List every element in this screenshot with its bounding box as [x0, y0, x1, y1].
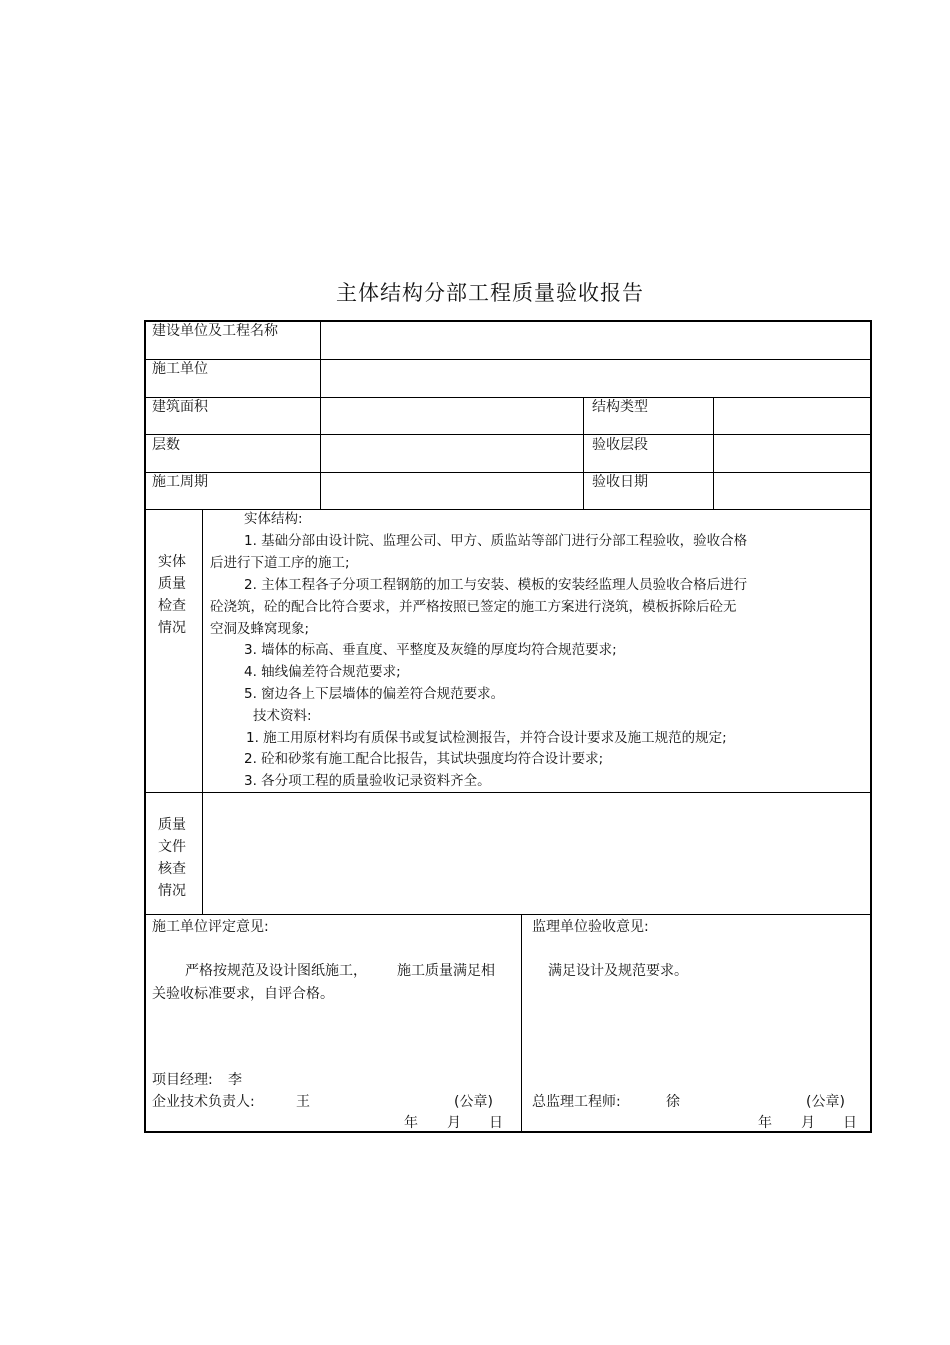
row-divider: [145, 914, 871, 915]
label-char: 情况: [158, 620, 186, 636]
row-divider: [145, 434, 871, 435]
supervisor-date-month: 月: [801, 1115, 815, 1131]
content-line: 2. 主体工程各子分项工程钢筋的加工与安装、模板的安装经监理人员验收合格后进行: [244, 577, 748, 593]
row-divider: [145, 792, 871, 793]
label-char: 实体: [158, 554, 186, 570]
physical-check-label: [150, 551, 194, 639]
project-manager-name: 李: [228, 1072, 242, 1088]
column-divider: [583, 397, 584, 509]
label-char: 情况: [158, 883, 186, 899]
report-table: [144, 320, 872, 1133]
area-label: 建筑面积: [152, 399, 208, 415]
tech-lead-label: 企业技术负责人:: [152, 1094, 255, 1110]
supervisor-seal: (公章): [806, 1094, 845, 1110]
column-divider: [713, 397, 714, 509]
content-line: 后进行下道工序的施工;: [210, 555, 350, 571]
column-divider: [320, 321, 321, 509]
label-char: 质量: [158, 576, 186, 592]
document-check-label: [150, 814, 194, 902]
content-line: 3. 墙体的标高、垂直度、平整度及灰缝的厚度均符合规范要求;: [244, 642, 617, 658]
row-divider: [145, 397, 871, 398]
row-divider: [145, 472, 871, 473]
supervisor-opinion-text: 满足设计及规范要求。: [548, 963, 688, 979]
column-divider: [202, 509, 203, 914]
project-manager-label: 项目经理:: [152, 1072, 213, 1088]
period-label: 施工周期: [152, 474, 208, 490]
contractor-seal: (公章): [454, 1094, 493, 1110]
contractor-date-year: 年: [404, 1115, 418, 1131]
chief-supervisor-label: 总监理工程师:: [532, 1094, 621, 1110]
acceptance-floor-label: 验收层段: [592, 437, 648, 453]
label-char: 文件: [158, 839, 186, 855]
contractor-opinion-text: 关验收标准要求，自评合格。: [152, 986, 334, 1002]
page-title: 主体结构分部工程质量验收报告: [336, 281, 644, 305]
content-line: 实体结构:: [244, 511, 303, 527]
row-divider: [145, 359, 871, 360]
contractor-opinion-text: 严格按规范及设计图纸施工，: [185, 963, 367, 979]
content-line: 2. 砼和砂浆有施工配合比报告，其试块强度均符合设计要求;: [244, 751, 604, 767]
content-line: 5. 窗边各上下层墙体的偏差符合规范要求。: [244, 686, 505, 702]
column-divider: [521, 914, 522, 1132]
contractor-opinion-heading: 施工单位评定意见:: [152, 919, 269, 935]
structure-type-label: 结构类型: [592, 399, 648, 415]
content-line: 3. 各分项工程的质量验收记录资料齐全。: [244, 773, 491, 789]
contractor-date-day: 日: [489, 1115, 503, 1131]
acceptance-date-label: 验收日期: [592, 474, 648, 490]
project-name-label: 建设单位及工程名称: [152, 323, 278, 339]
contractor-opinion-text: 施工质量满足相: [397, 963, 495, 979]
supervisor-date-day: 日: [843, 1115, 857, 1131]
supervisor-date-year: 年: [758, 1115, 772, 1131]
label-char: 核查: [158, 861, 186, 877]
label-char: 检查: [158, 598, 186, 614]
tech-lead-name: 王: [296, 1094, 310, 1110]
content-line: 砼浇筑，砼的配合比符合要求，并严格按照已签定的施工方案进行浇筑，模板拆除后砼无: [210, 599, 737, 615]
content-line: 1. 施工用原材料均有质保书或复试检测报告，并符合设计要求及施工规范的规定;: [246, 730, 727, 746]
content-line: 1. 基础分部由设计院、监理公司、甲方、质监站等部门进行分部工程验收，验收合格: [244, 533, 748, 549]
contractor-label: 施工单位: [152, 361, 208, 377]
supervisor-opinion-heading: 监理单位验收意见:: [532, 919, 649, 935]
floors-label: 层数: [152, 437, 180, 453]
label-char: 质量: [158, 817, 186, 833]
content-line: 4. 轴线偏差符合规范要求;: [244, 664, 401, 680]
content-line: 空洞及蜂窝现象;: [210, 621, 310, 637]
contractor-date-month: 月: [447, 1115, 461, 1131]
content-line: 技术资料:: [253, 708, 312, 724]
chief-supervisor-name: 徐: [666, 1094, 680, 1110]
